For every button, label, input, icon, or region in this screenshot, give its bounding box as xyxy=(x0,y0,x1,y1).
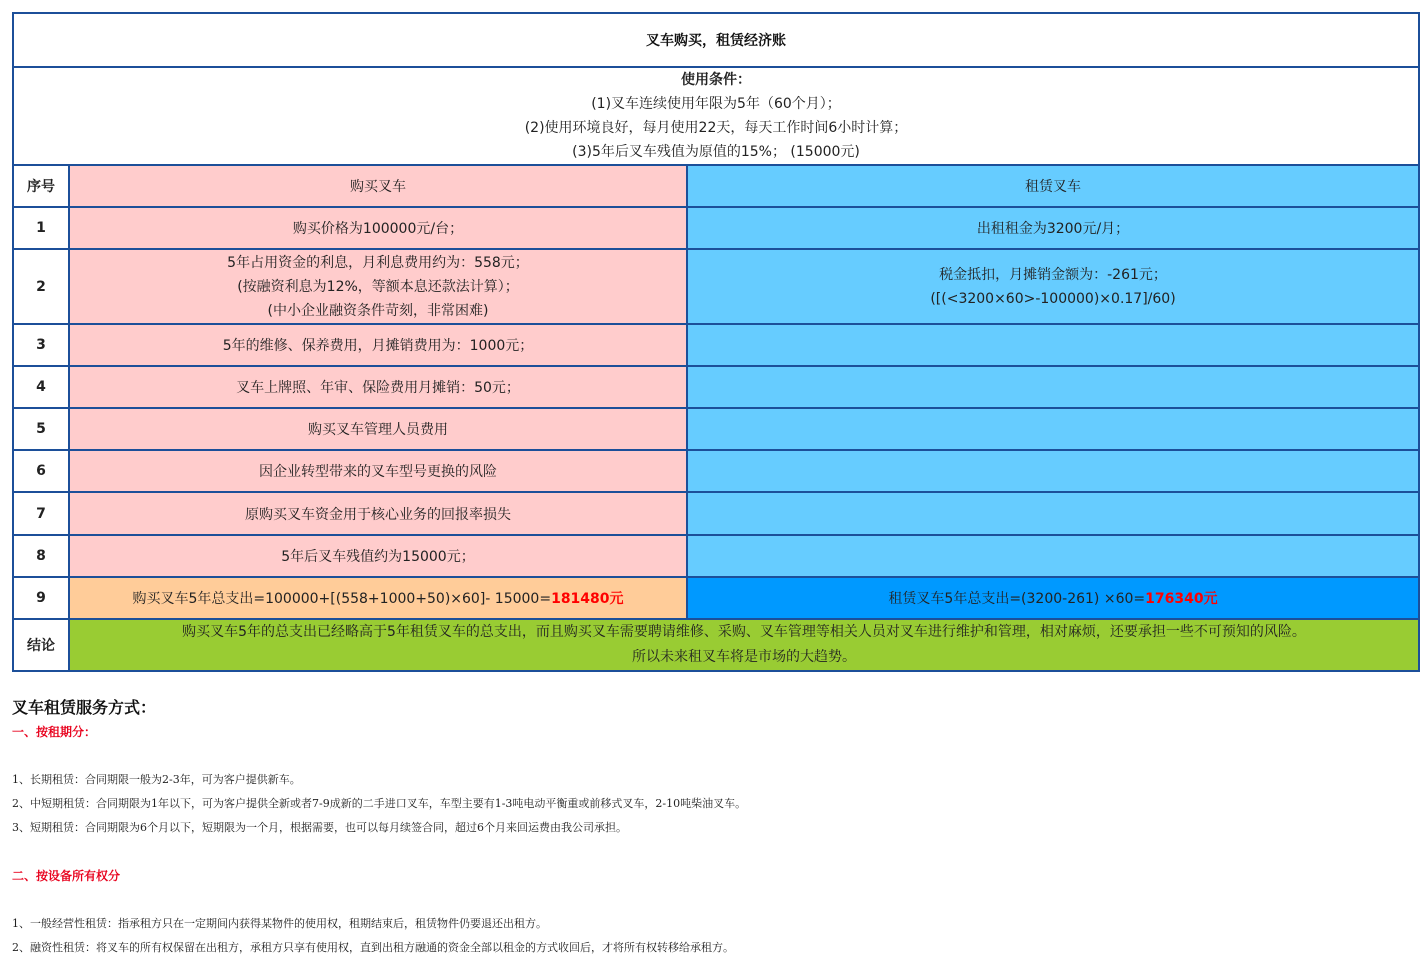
row-seq: 3 xyxy=(13,324,69,366)
row-lease-line: 税金抵扣，月摊销金额为：-261元； xyxy=(939,266,1167,283)
row-lease-cell xyxy=(687,324,1419,366)
row-buy-line: 5年占用资金的利息，月利息费用约为：558元； xyxy=(227,254,529,271)
row-lease-cell xyxy=(687,492,1419,535)
conditions-cell xyxy=(13,67,1419,165)
table-row xyxy=(13,207,1419,249)
row-buy-cell: 购买价格为100000元/台； xyxy=(69,207,687,249)
conclusion-label: 结论 xyxy=(13,619,69,671)
row-seq: 2 xyxy=(13,249,69,324)
economics-table-container xyxy=(12,12,1418,672)
row-lease-cell xyxy=(687,535,1419,577)
conclusion-line: 购买叉车5年的总支出已经略高于5年租赁叉车的总支出，而且购买叉车需要聘请维修、采购、叉车管理等相关人员对叉车进行维护和管理，相对麻烦，还要承担一些不可预知的风险。 xyxy=(182,624,1306,640)
row-buy-cell: 原购买叉车资金用于核心业务的回报率损失 xyxy=(69,492,687,535)
table-row xyxy=(13,249,1419,324)
spacer xyxy=(12,744,1412,768)
buy-total-cell xyxy=(69,577,687,619)
header-buy: 购买叉车 xyxy=(69,165,687,207)
row-seq: 6 xyxy=(13,450,69,492)
section-title-by-ownership: 二、按设备所有权分 xyxy=(12,869,121,883)
lease-service-section xyxy=(12,696,1412,960)
row-lease-cell: 出租租金为3200元/月； xyxy=(687,207,1419,249)
row-buy-cell: 购买叉车管理人员费用 xyxy=(69,408,687,450)
table-row xyxy=(13,492,1419,535)
list-item: 3、短期租赁：合同期限为6个月以下，短期限为一个月，根据需要，也可以每月续签合同，超过6个月来回运费由我公司承担。 xyxy=(12,821,627,834)
row-buy-line: (按融资利息为12%，等额本息还款法计算）； xyxy=(237,278,519,295)
table-row xyxy=(13,450,1419,492)
row-seq: 5 xyxy=(13,408,69,450)
total-seq: 9 xyxy=(13,577,69,619)
table-row xyxy=(13,324,1419,366)
spacer xyxy=(12,888,1412,912)
buy-total-formula: 购买叉车5年总支出=100000+[(558+1000+50)×60]- 15000= xyxy=(132,591,552,607)
row-buy-line: (中小企业融资条件苛刻，非常困难) xyxy=(267,302,489,319)
conditions-row xyxy=(13,67,1419,165)
conclusion-cell xyxy=(69,619,1419,671)
table-title: 叉车购买，租赁经济账 xyxy=(13,13,1419,67)
row-buy-cell: 5年后叉车残值约为15000元； xyxy=(69,535,687,577)
service-heading: 叉车租赁服务方式： xyxy=(12,698,157,717)
header-lease: 租赁叉车 xyxy=(687,165,1419,207)
row-buy-cell: 因企业转型带来的叉车型号更换的风险 xyxy=(69,450,687,492)
row-seq: 1 xyxy=(13,207,69,249)
row-lease-cell xyxy=(687,408,1419,450)
lease-total-cell xyxy=(687,577,1419,619)
total-row xyxy=(13,577,1419,619)
table-row xyxy=(13,535,1419,577)
list-item: 2、中短期租赁：合同期限为1年以下，可为客户提供全新或者7-9成新的二手进口叉车，车型主要有1-3吨电动平衡重或前移式叉车，2-10吨柴油叉车。 xyxy=(12,797,747,810)
section-title-by-term: 一、按租期分： xyxy=(12,725,97,739)
spacer xyxy=(12,840,1412,864)
header-seq: 序号 xyxy=(13,165,69,207)
row-buy-cell: 叉车上牌照、年审、保险费用月摊销：50元； xyxy=(69,366,687,408)
row-seq: 7 xyxy=(13,492,69,535)
row-seq: 8 xyxy=(13,535,69,577)
row-seq: 4 xyxy=(13,366,69,408)
buy-total-value: 181480元 xyxy=(551,591,624,607)
condition-item: (2)使用环境良好，每月使用22天，每天工作时间6小时计算； xyxy=(524,120,908,136)
row-buy-cell xyxy=(69,249,687,324)
row-buy-cell: 5年的维修、保养费用，月摊销费用为：1000元； xyxy=(69,324,687,366)
condition-item: (1)叉车连续使用年限为5年（60个月）； xyxy=(591,96,841,112)
condition-item: (3)5年后叉车残值为原值的15%； (15000元) xyxy=(572,144,860,160)
conclusion-row xyxy=(13,619,1419,671)
row-lease-cell xyxy=(687,450,1419,492)
conditions-label: 使用条件： xyxy=(681,72,751,88)
row-lease-cell xyxy=(687,366,1419,408)
table-row xyxy=(13,366,1419,408)
lease-total-value: 176340元 xyxy=(1145,591,1218,607)
conclusion-line: 所以未来租叉车将是市场的大趋势。 xyxy=(632,649,856,665)
header-row xyxy=(13,165,1419,207)
lease-total-formula: 租赁叉车5年总支出=(3200-261) ×60= xyxy=(888,591,1146,607)
list-item: 2、融资性租赁：将叉车的所有权保留在出租方，承租方只享有使用权，直到出租方融通的资金全部以租金的方式收回后，才将所有权转移给承租方。 xyxy=(12,941,734,954)
economics-table xyxy=(12,12,1420,672)
row-lease-line: ([(<3200×60>-100000)×0.17]/60) xyxy=(930,290,1176,307)
list-item: 1、长期租赁：合同期限一般为2-3年，可为客户提供新车。 xyxy=(12,773,301,786)
table-row xyxy=(13,408,1419,450)
title-row xyxy=(13,13,1419,67)
list-item: 1、一般经营性租赁：指承租方只在一定期间内获得某物件的使用权，租期结束后，租赁物件仍要退还出租方。 xyxy=(12,917,547,930)
row-lease-cell xyxy=(687,249,1419,324)
